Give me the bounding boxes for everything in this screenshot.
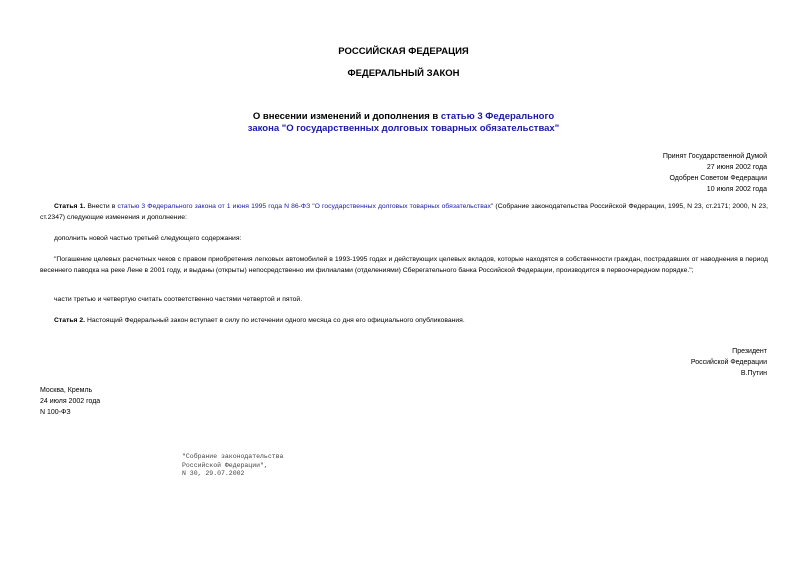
place-location: Москва, Кремль	[40, 387, 93, 394]
signature-title: Президент	[732, 348, 767, 355]
adopted-duma: Принят Государственной Думой	[662, 153, 767, 160]
article-1-label: Статья 1.	[54, 203, 86, 210]
place-block	[40, 385, 100, 418]
article-2-label: Статья 2.	[54, 317, 86, 324]
signature-block	[691, 346, 767, 379]
law-number: N 100-ФЗ	[40, 409, 71, 416]
title-link-line2[interactable]: закона "О государственных долговых товарных обязательствах"	[247, 123, 560, 134]
article-1-text-before: Внести в	[85, 203, 118, 210]
adoption-info	[663, 151, 767, 195]
country-heading: РОССИЙСКАЯ ФЕДЕРАЦИЯ	[338, 46, 469, 57]
approved-council: Одобрен Советом Федерации	[669, 175, 767, 182]
signature-name: В.Путин	[740, 370, 767, 377]
source-line2: Российской Федерации",	[182, 461, 268, 469]
title-prefix: О внесении изменений и дополнения в	[252, 111, 441, 122]
source-line1: "Собрание законодательства	[182, 453, 284, 460]
paragraph-renumber: части третью и четвертую считать соответственно частями четвертой и пятой.	[54, 296, 303, 303]
article-1	[40, 201, 768, 223]
source-line3: N 30, 29.07.2002	[182, 470, 245, 477]
adopted-duma-date: 27 июня 2002 года	[706, 164, 767, 171]
paragraph-add: дополнить новой частью третьей следующего содержания:	[54, 235, 242, 242]
source-block	[182, 453, 283, 479]
article-2-text: Настоящий Федеральный закон вступает в силу по истечении одного месяца со дня его официального опубликования.	[85, 317, 465, 324]
article-2	[40, 315, 768, 326]
article-1-link[interactable]: статью 3 Федерального закона от 1 июня 1995 года N 86-ФЗ "О государственных долговых товарных обязательствах"	[117, 203, 494, 210]
title-link-line1[interactable]: статью 3 Федерального	[440, 111, 555, 122]
signature-country: Российской Федерации	[690, 359, 767, 366]
doc-type-heading: ФЕДЕРАЛЬНЫЙ ЗАКОН	[347, 68, 460, 79]
place-date: 24 июля 2002 года	[40, 398, 101, 405]
document-title	[0, 111, 807, 135]
article-1-text-after: (Собрание законодательства Российской Федерации, 1995, N 23, ст.2171; 2000, N 23, ст.2347) следующие изменения и дополнение:	[40, 203, 768, 221]
approved-council-date: 10 июля 2002 года	[706, 186, 767, 193]
paragraph-quote: "Погашение целевых расчетных чеков с правом приобретения легковых автомобилей в 1993-1995 годах и действующих целевых вкладов, которые находятся в собственности граждан, пострадавших от наводнения в период весеннего паводка на реке Лене в 2001 году, и выданы (открыты) непосредственно им филиалами (отделениями) Сберегательного банка Российской Федерации, производится в первоочередном порядке.";	[40, 256, 768, 274]
